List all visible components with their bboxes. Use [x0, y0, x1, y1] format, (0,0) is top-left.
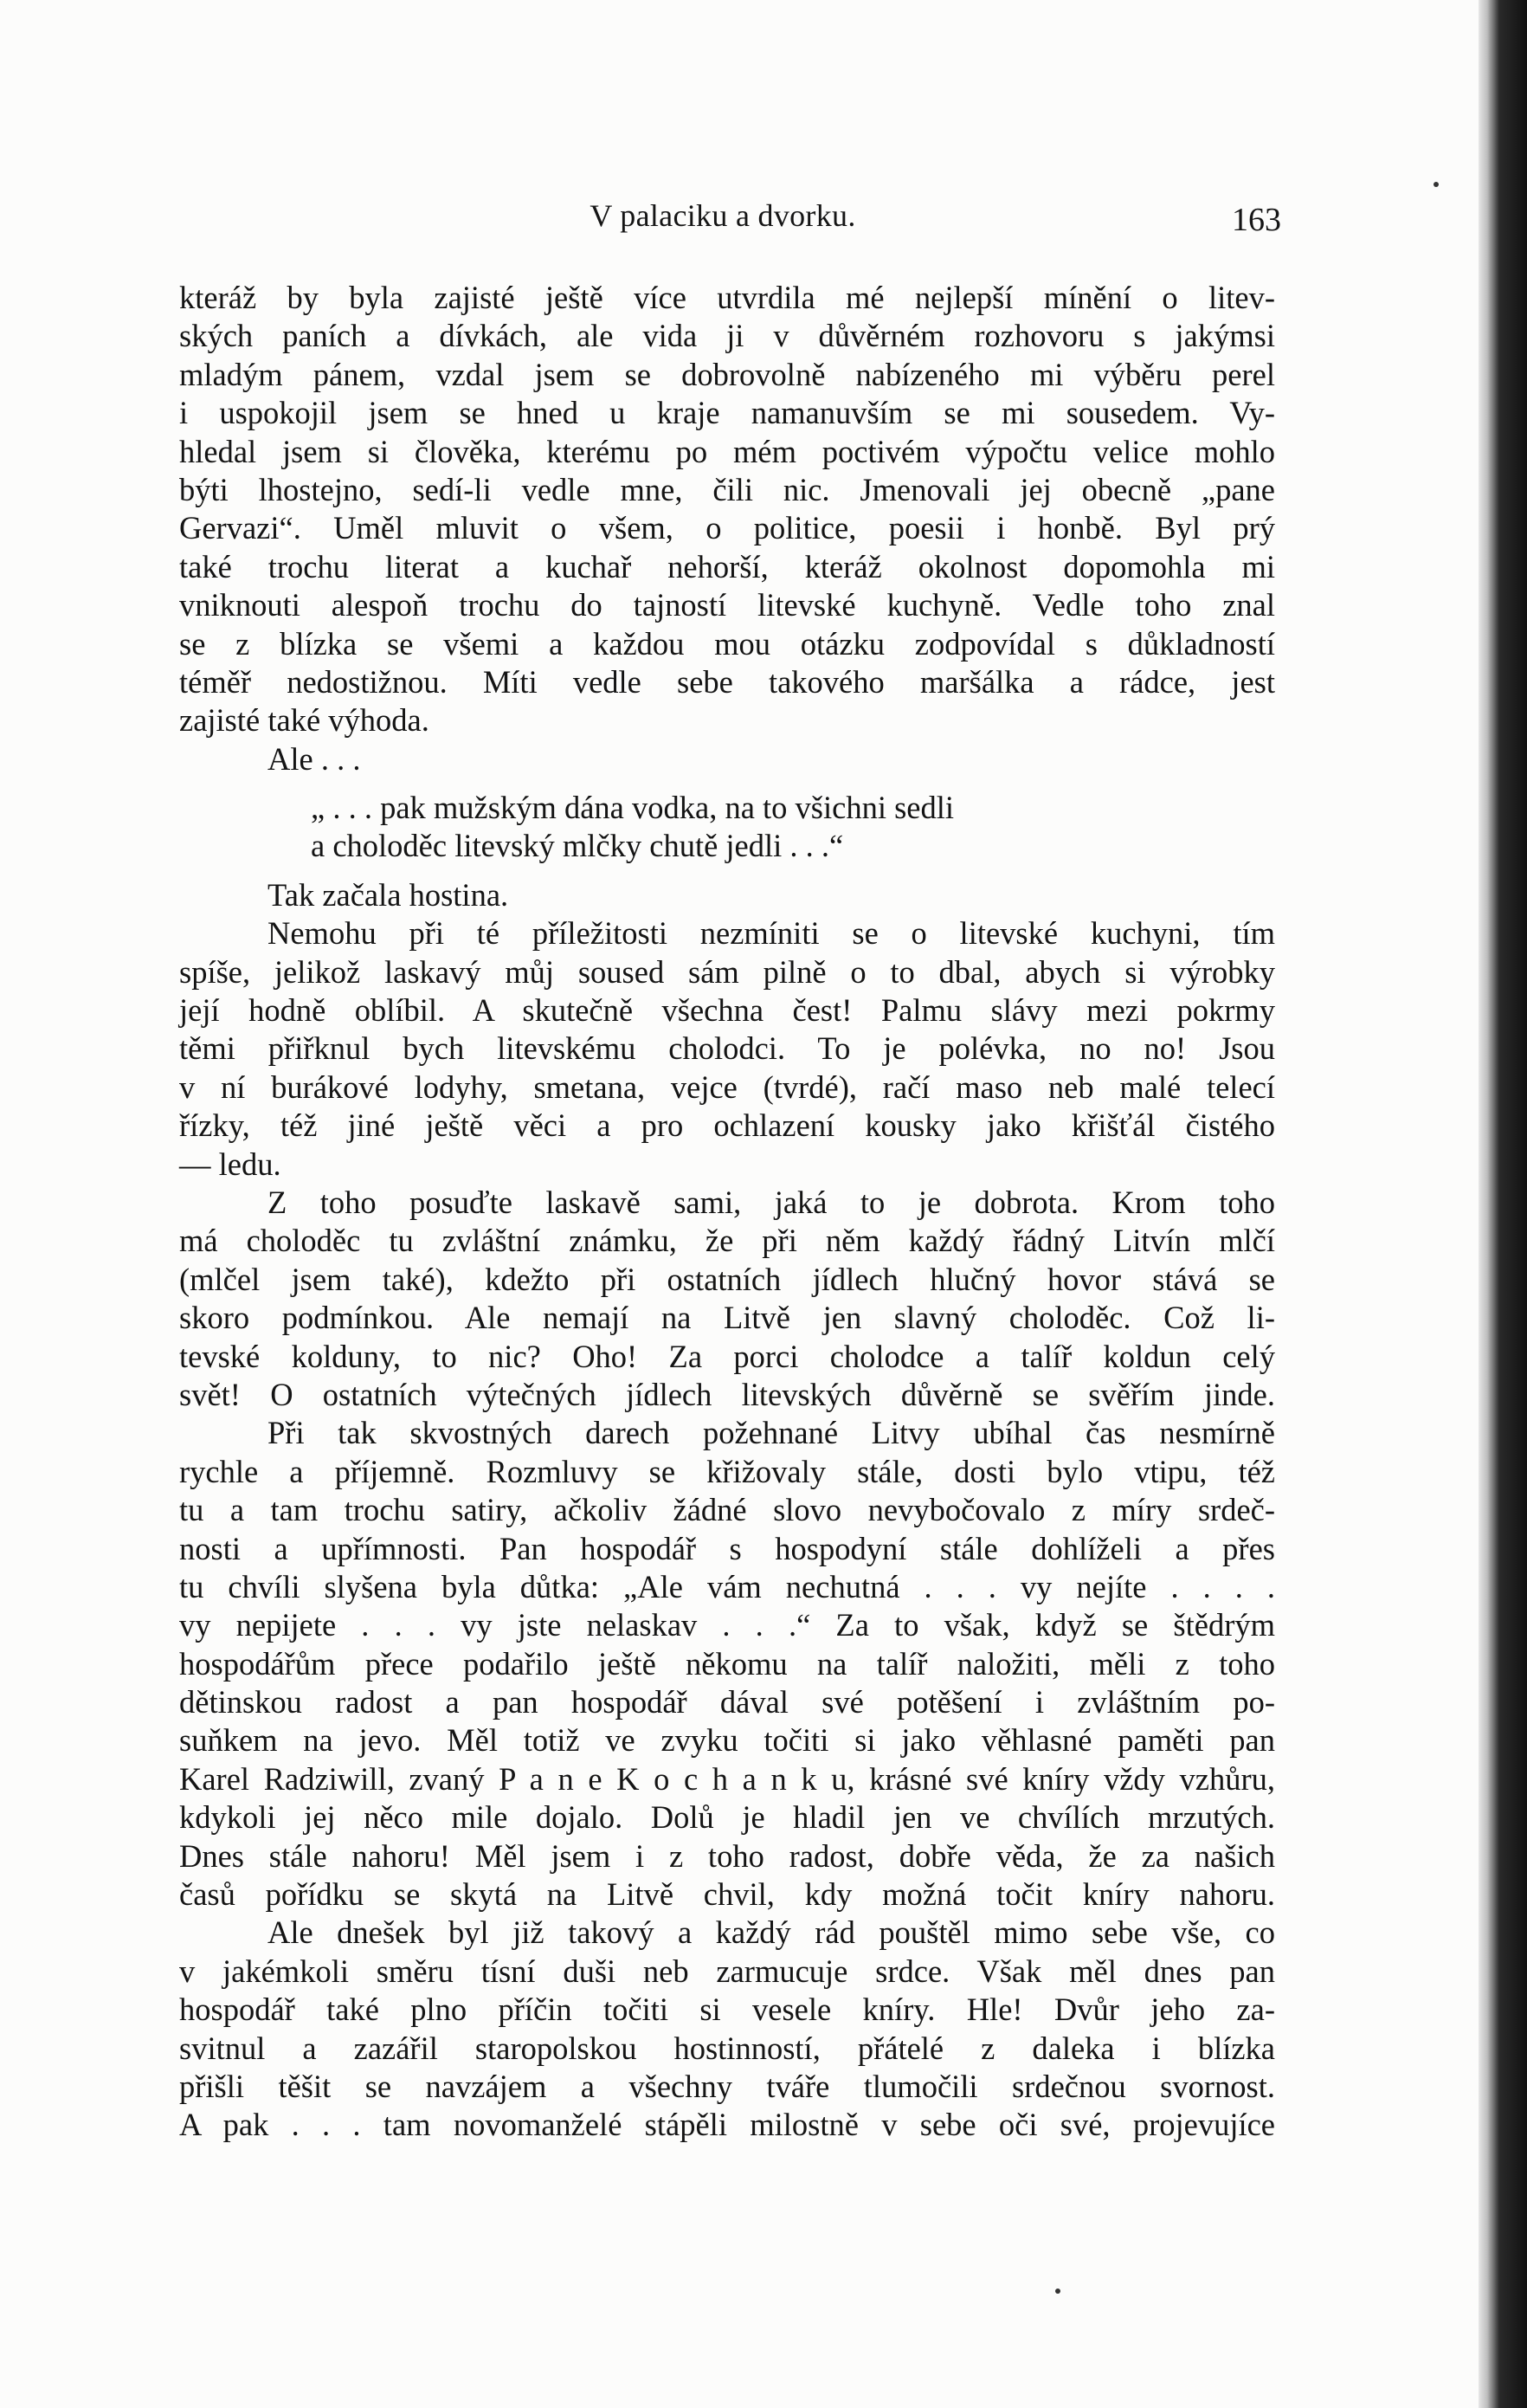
text-line: její hodně oblíbil. A skutečně všechna čest! Palmu slávy mezi pokrmy — [179, 992, 1275, 1029]
text-line: kteráž by byla zajisté ještě více utvrdila mé nejlepší mínění o litev- — [179, 280, 1275, 315]
text-line: suňkem na jevo. Měl totiž ve zvyku točiti si jako věhlasné paměti pan — [179, 1722, 1275, 1759]
text-line: vniknouti alespoň trochu do tajností litevské kuchyně. Vedle toho znal — [179, 587, 1275, 623]
body-text — [179, 279, 1275, 2145]
text-line: v jakémkoli směru tísní duši neb zarmucuje srdce. Však měl dnes pan — [179, 1953, 1275, 1989]
text-line: nosti a upřímnosti. Pan hospodář s hospodyní stále dohlíželi a přes — [179, 1530, 1275, 1566]
text-line: přišli těšit se navzájem a všechny tváře tlumočili srdečnou svornost. — [179, 2068, 1275, 2104]
text-line: Ale . . . — [267, 740, 361, 777]
text-line: i uspokojil jsem se hned u kraje namanuvším se mi sousedem. Vy- — [179, 395, 1275, 431]
scan-speck — [1434, 182, 1439, 187]
text-line: tu chvíli slyšena byla důtka: „Ale vám nechutná . . . vy nejíte . . . . — [179, 1568, 1275, 1604]
text-line: také trochu literat a kuchař nehorší, kteráž okolnost dopomohla mi — [179, 548, 1275, 584]
text-line: hospodář také plno příčin točiti si vesele kníry. Hle! Dvůr jeho za- — [179, 1992, 1275, 2028]
verse-line: „ . . . pak mužským dána vodka, na to všichni sedli — [311, 790, 955, 826]
text-line: Dnes stále nahoru! Měl jsem i z toho radost, dobře věda, že za našich — [179, 1837, 1275, 1874]
text-line: kdykoli jej něco mile dojalo. Dolů je hladil jen ve chvílích mrzutých. — [179, 1799, 1275, 1836]
text-line: v ní burákové lodyhy, smetana, vejce (tvrdé), račí maso neb malé telecí — [179, 1068, 1275, 1105]
scan-speck — [1055, 2289, 1060, 2294]
text-line: Tak začala hostina. — [267, 876, 509, 913]
text-line: Ale dnešek byl již takový a každý rád pouštěl mimo sebe vše, co — [267, 1914, 1275, 1951]
text-line: skoro podmínkou. Ale nemají na Litvě jen slavný choloděc. Což li- — [179, 1300, 1275, 1336]
page-header — [164, 197, 1281, 246]
text-line: (mlčel jsem také), kdežto při ostatních jídlech hlučný hovor stává se — [179, 1261, 1275, 1297]
text-line: řízky, též jiné ještě věci a pro ochlazení kousky jako křišťál čistého — [179, 1107, 1275, 1144]
verse-line: a choloděc litevský mlčky chutě jedli . . .“ — [311, 828, 844, 864]
text-line: rychle a příjemně. Rozmluvy se křižovaly stále, dosti bylo vtipu, též — [179, 1453, 1275, 1489]
text-line: vy nepijete . . . vy jste nelaskav . . .“ Za to však, když se štědrým — [179, 1607, 1275, 1643]
text-line: Při tak skvostných darech požehnané Litvy ubíhal čas nesmírně — [267, 1415, 1275, 1451]
text-line: Z toho posuďte laskavě sami, jaká to je dobrota. Krom toho — [267, 1184, 1275, 1220]
text-line: hospodářům přece podařilo ještě někomu na talíř naložiti, měli z toho — [179, 1645, 1275, 1682]
text-line: dětinskou radost a pan hospodář dával své potěšení i zvláštním po- — [179, 1684, 1275, 1720]
running-title: V palaciku a dvorku. — [590, 198, 856, 233]
text-line: téměř nedostižnou. Míti vedle sebe takového maršálka a rádce, jest — [179, 663, 1275, 700]
text-line: — ledu. — [179, 1146, 281, 1182]
text-line: spíše, jelikož laskavý můj soused sám pilně o to dbal, abych si výrobky — [179, 953, 1275, 990]
text-line: svitnul a zazářil staropolskou hostinností, přátelé z daleka i blízka — [179, 2030, 1275, 2066]
text-line: těmi přiřknul bych litevskému cholodci. To je polévka, no no! Jsou — [179, 1030, 1275, 1067]
text-line: Nemohu při té příležitosti nezmíniti se o litevské kuchyni, tím — [267, 915, 1275, 952]
text-line: se z blízka se všemi a každou mou otázku zodpovídal s důkladností — [179, 625, 1275, 662]
text-line: má choloděc tu zvláštní známku, že při něm každý řádný Litvín mlčí — [179, 1223, 1275, 1259]
text-line: ských paních a dívkách, ale vida ji v důvěrném rozhovoru s jakýmsi — [179, 318, 1275, 354]
text-line: tu a tam trochu satiry, ačkoliv žádné slovo nevybočovalo z míry srdeč- — [179, 1492, 1275, 1528]
text-line: Karel Radziwill, zvaný P a n e K o c h a n k u, krásné své kníry vždy vzhůru, — [179, 1760, 1275, 1797]
text-line: mladým pánem, vzdal jsem se dobrovolně nabízeného mi výběru perel — [179, 356, 1275, 392]
text-line: zajisté také výhoda. — [179, 702, 429, 739]
text-line: tevské kolduny, to nic? Oho! Za porci cholodce a talíř koldun celý — [179, 1338, 1275, 1374]
text-line: býti lhostejno, sedí-li vedle mne, čili nic. Jmenovali jej obecně „pane — [179, 471, 1275, 507]
scan-edge-shadow — [1479, 0, 1527, 2408]
text-line: hledal jsem si člověka, kterému po mém poctivém výpočtu velice mohlo — [179, 433, 1275, 469]
page-number: 163 — [1232, 202, 1281, 238]
text-line: časů pořídku se skytá na Litvě chvil, kdy možná točit kníry nahoru. — [179, 1876, 1275, 1913]
text-line: Gervazi“. Uměl mluvit o všem, o politice, poesii i honbě. Byl prý — [179, 510, 1275, 546]
text-line: A pak . . . tam novomanželé stápěli milostně v sebe oči své, projevujíce — [179, 2107, 1275, 2143]
text-line: svět! O ostatních výtečných jídlech litevských důvěrně se svěřím jinde. — [179, 1376, 1275, 1412]
